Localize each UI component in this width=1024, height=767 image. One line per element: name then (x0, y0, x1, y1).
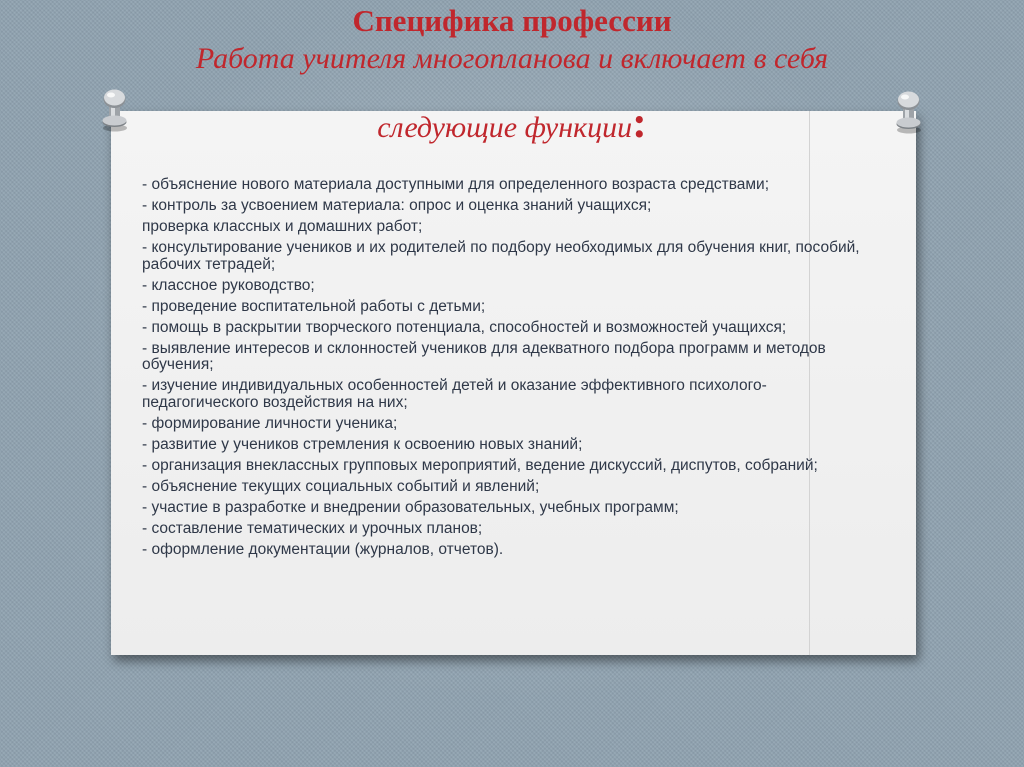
list-item: - развитие у учеников стремления к освоению новых знаний; (142, 435, 583, 453)
list-item: - консультирование учеников и их родителей по подбору необходимых для обучения книг, пособий, рабочих тетрадей; (142, 239, 860, 273)
list-item: - изучение индивидуальных особенностей детей и оказание эффективного психолого-педагогического воздействия на них; (142, 377, 767, 411)
list-item: - контроль за усвоением материала: опрос и оценка знаний учащихся; (142, 197, 652, 214)
pushpin-icon (889, 90, 927, 134)
slide-title: Специфика профессии (352, 3, 672, 38)
list-item: - организация внеклассных групповых мероприятий, ведение дискуссий, диспутов, собраний; (142, 456, 818, 474)
slide-subtitle-line1: Работа учителя многопланова и включает в себя (195, 42, 829, 75)
list-item: - объяснение нового материала доступными для определенного возраста средствами; (142, 176, 770, 193)
slide-header (0, 2, 1024, 78)
functions-list (142, 177, 872, 563)
list-item: - составление тематических и урочных планов; (142, 519, 483, 537)
slide-subtitle-line2: следующие функции (377, 111, 633, 144)
slide-subtitle-line2-wrap (0, 98, 1024, 147)
list-item: проверка классных и домашних работ; (142, 218, 423, 235)
list-item: - помощь в раскрытии творческого потенциала, способностей и возможностей учащихся; (142, 318, 787, 336)
slide-subtitle-colon: : (632, 98, 647, 147)
list-item: - объяснение текущих социальных событий и явлений; (142, 477, 540, 495)
list-item: - выявление интересов и склонностей учеников для адекватного подбора программ и методов обучения; (142, 339, 826, 373)
pushpin-icon (95, 88, 133, 132)
list-item: - оформление документации (журналов, отчетов). (142, 540, 504, 558)
list-item: - классное руководство; (142, 276, 315, 294)
list-item: - проведение воспитательной работы с детьми; (142, 297, 486, 315)
list-item: - участие в разработке и внедрении образовательных, учебных программ; (142, 498, 679, 516)
list-item: - формирование личности ученика; (142, 414, 398, 432)
